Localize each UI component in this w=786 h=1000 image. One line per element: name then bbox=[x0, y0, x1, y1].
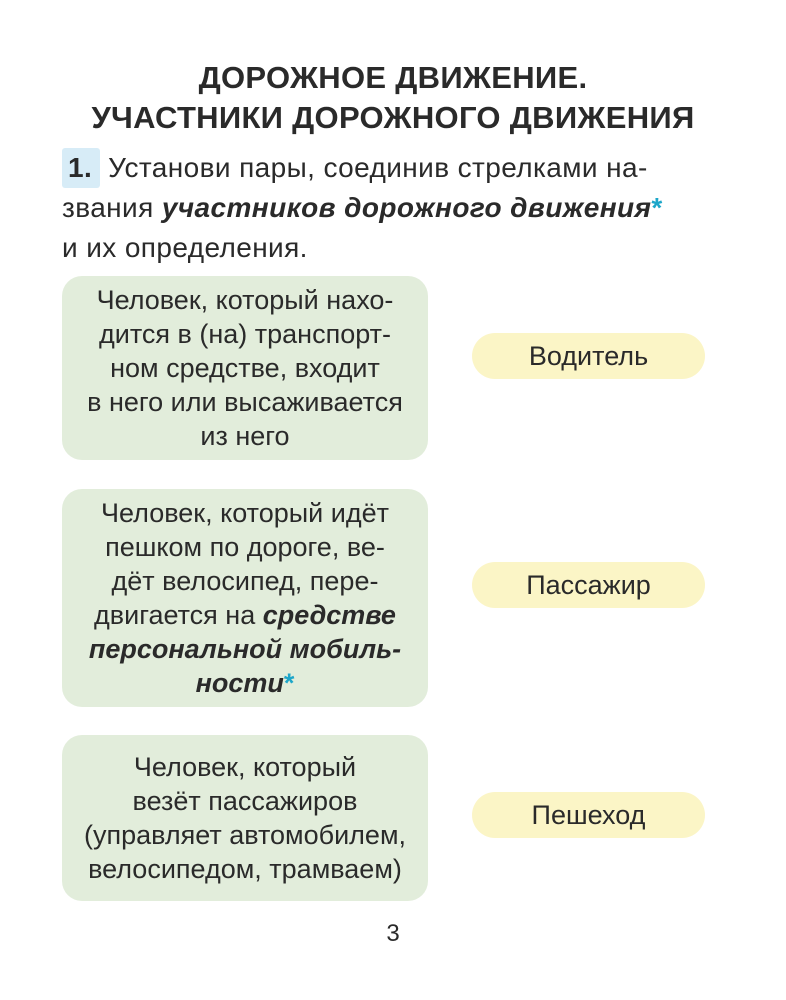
definition-line: Человек, который bbox=[133, 752, 357, 782]
task-number: 1. bbox=[62, 148, 100, 188]
definition-line: везёт пассажиров bbox=[132, 786, 358, 816]
definition-line: двигается на bbox=[94, 600, 263, 630]
definition-line: пешком по дороге, ве- bbox=[105, 532, 385, 562]
task-instruction bbox=[62, 148, 712, 268]
task-emphasis: участников дорожного движения bbox=[161, 192, 652, 223]
definition-card-1[interactable] bbox=[62, 276, 428, 460]
definition-emphasis: ности bbox=[195, 668, 284, 698]
definition-emphasis: средстве bbox=[262, 600, 396, 630]
page-title bbox=[0, 58, 786, 138]
definition-line: Человек, который нахо- bbox=[96, 285, 394, 315]
title-line-2: УЧАСТНИКИ ДОРОЖНОГО ДВИЖЕНИЯ bbox=[91, 100, 695, 135]
definition-line: в него или высаживается bbox=[87, 387, 403, 417]
definition-line: ном средстве, входит bbox=[110, 353, 380, 383]
task-text-line-3: и их определения. bbox=[62, 232, 308, 263]
definition-line: дится в (на) транспорт- bbox=[98, 319, 391, 349]
term-pedestrian[interactable]: Пешеход bbox=[472, 792, 705, 838]
definition-emphasis: персональной мобиль- bbox=[88, 634, 402, 664]
term-driver[interactable]: Водитель bbox=[472, 333, 705, 379]
asterisk-mark: * bbox=[651, 192, 663, 223]
title-line-1: ДОРОЖНОЕ ДВИЖЕНИЕ. bbox=[198, 60, 588, 95]
page-number: 3 bbox=[386, 920, 400, 947]
task-text-line-2: звания bbox=[62, 192, 162, 223]
definition-line: (управляет автомобилем, bbox=[83, 820, 407, 850]
definition-line: дёт велосипед, пере- bbox=[111, 566, 379, 596]
definition-line: Человек, который идёт bbox=[101, 498, 389, 528]
definition-card-3[interactable] bbox=[62, 735, 428, 901]
definition-line: из него bbox=[200, 421, 290, 451]
task-text-line-1: Установи пары, соединив стрелками на- bbox=[108, 152, 648, 183]
asterisk-mark: * bbox=[283, 668, 295, 698]
definition-card-2[interactable] bbox=[62, 489, 428, 707]
definition-line: велосипедом, трамваем) bbox=[88, 854, 402, 884]
term-passenger[interactable]: Пассажир bbox=[472, 562, 705, 608]
